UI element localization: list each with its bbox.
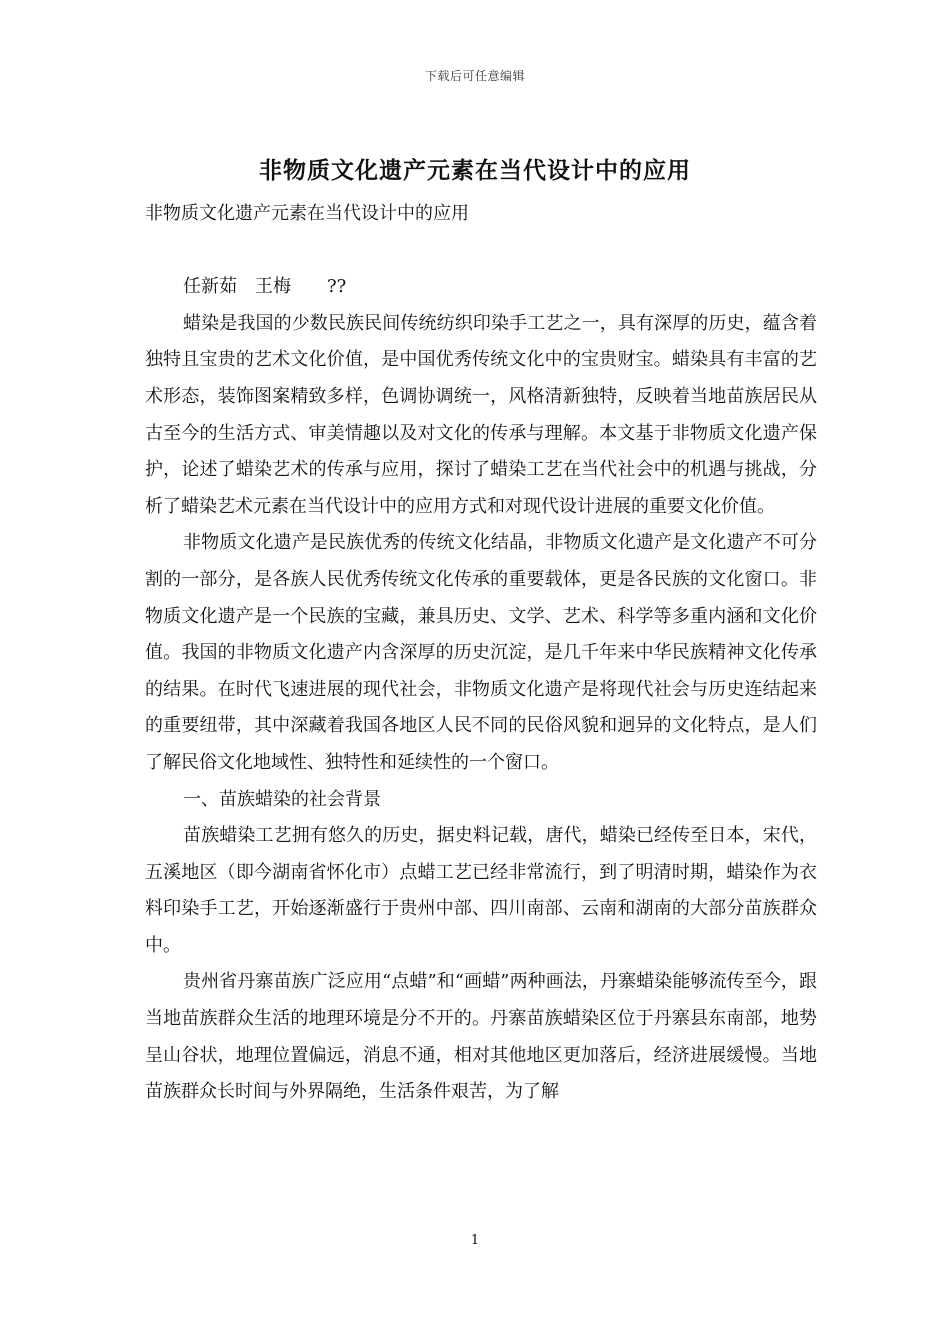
abstract-paragraph: 蜡染是我国的少数民族民间传统纺织印染手工艺之一，具有深厚的历史，蕴含着独特且宝贵的艺术文化价值，是中国优秀传统文化中的宝贵财宝。蜡染具有丰富的艺术形态，装饰图案精致多样，色调协调统一，风格清新独特，反映着当地苗族居民从古至今的生活方式、审美情趣以及对文化的传承与理解。本文基于非物质文化遗产保护，论述了蜡染艺术的传承与应用，探讨了蜡染工艺在当代社会中的机遇与挑战，分析了蜡染艺术元素在当代设计中的应用方式和对现代设计进展的重要文化价值。	[145, 312, 817, 517]
body-paragraph: 非物质文化遗产是民族优秀的传统文化结晶，非物质文化遗产是文化遗产不可分割的一部分，是各族人民优秀传统文化传承的重要载体，更是各民族的文化窗口。非物质文化遗产是一个民族的宝藏，兼具历史、文学、艺术、科学等多重内涵和文化价值。我国的非物质文化遗产内含深厚的历史沉淀，是几千年来中华民族精神文化传承的结果。在时代飞速进展的现代社会，非物质文化遗产是将现代社会与历史连结起来的重要纽带，其中深藏着我国各地区人民不同的民俗风貌和迥异的文化特点，是人们了解民俗文化地域性、独特性和延续性的一个窗口。	[145, 532, 817, 773]
body-paragraph: 苗族蜡染工艺拥有悠久的历史，据史料记载，唐代，蜡染已经传至日本，宋代，五溪地区（即今湖南省怀化市）点蜡工艺已经非常流行，到了明清时期，蜡染作为衣料印染手工艺，开始逐渐盛行于贵州中部、四川南部、云南和湖南的大部分苗族群众中。	[145, 825, 817, 956]
document-subtitle: 非物质文化遗产元素在当代设计中的应用	[145, 203, 469, 224]
page-number: 1	[470, 1233, 480, 1248]
document-body	[145, 196, 817, 1111]
blank-line	[145, 233, 817, 270]
document-title: 非物质文化遗产元素在当代设计中的应用	[259, 158, 691, 184]
section-heading: 一、苗族蜡染的社会背景	[183, 788, 381, 810]
header-note: 下载后可任意编辑	[424, 69, 525, 83]
body-paragraph: 贵州省丹寨苗族广泛应用“点蜡”和“画蜡”两种画法，丹寨蜡染能够流传至今，跟当地苗族群众生活的地理环境是分不开的。丹寨苗族蜡染区位于丹寨县东南部，地势呈山谷状，地理位置偏远，消息不通，相对其他地区更加落后，经济进展缓慢。当地苗族群众长时间与外界隔绝，生活条件艰苦，为了解	[145, 971, 817, 1103]
author-line: 任新茹 王梅 ??	[183, 276, 347, 298]
